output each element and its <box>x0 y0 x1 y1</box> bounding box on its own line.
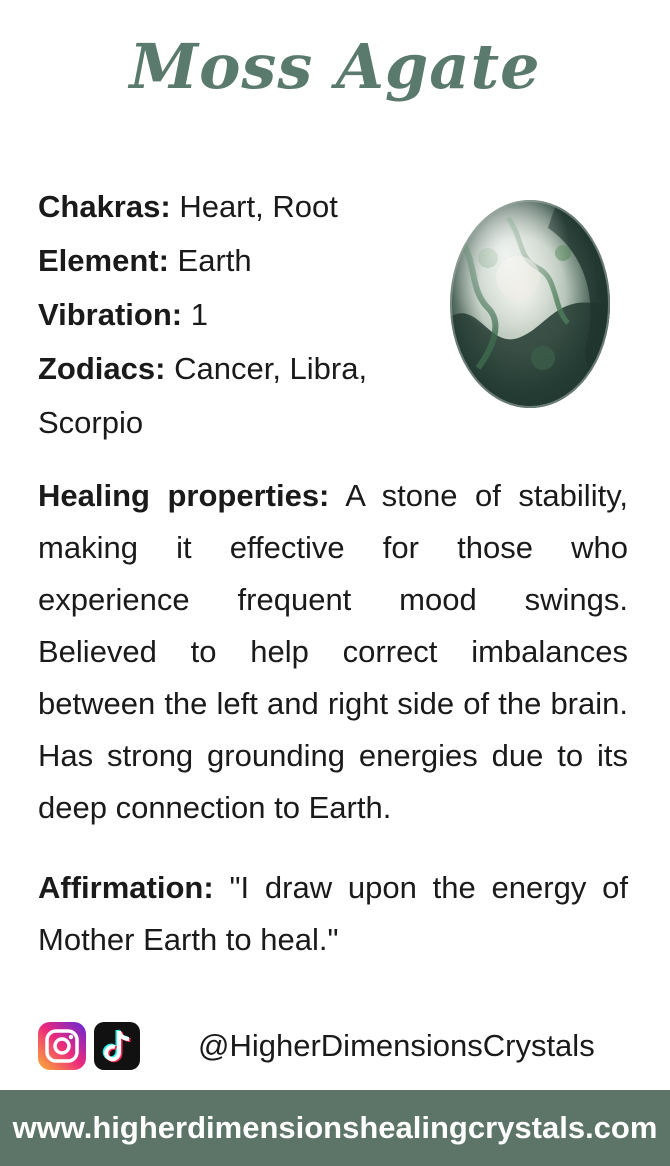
zodiacs-label: Zodiacs: <box>38 351 166 386</box>
vibration-row <box>38 288 408 342</box>
zodiacs-value: Cancer, Libra, <box>174 351 368 386</box>
vibration-label: Vibration: <box>38 297 183 332</box>
website-url-link[interactable]: www.higherdimensionshealingcrystals.com <box>12 1110 658 1145</box>
chakras-label: Chakras: <box>38 189 171 224</box>
element-row <box>38 234 408 288</box>
healing-properties-text: A stone of stability, making it effective for those who experience frequent mood swings. Believed to help correct imbalances between the left and right side of the brain. Has strong grounding energies due to its deep connection to Earth. <box>38 478 629 825</box>
zodiacs-value-cont: Scorpio <box>38 405 144 440</box>
facts-list <box>38 180 408 450</box>
zodiacs-row <box>38 342 408 396</box>
website-footer <box>0 1090 670 1166</box>
zodiacs-row-cont <box>38 396 408 450</box>
card-title: Moss Agate <box>129 30 541 103</box>
chakras-value: Heart, Root <box>179 189 338 224</box>
affirmation-paragraph <box>38 862 628 966</box>
element-value: Earth <box>177 243 252 278</box>
vibration-value: 1 <box>190 297 208 332</box>
instagram-icon[interactable] <box>38 1022 86 1070</box>
social-handle[interactable]: @HigherDimensionsCrystals <box>198 1028 595 1063</box>
tiktok-icon[interactable] <box>94 1022 140 1070</box>
affirmation-label: Affirmation: <box>38 870 214 905</box>
moss-agate-stone-image <box>448 198 612 410</box>
healing-properties-paragraph <box>38 470 628 834</box>
social-row <box>38 1022 628 1072</box>
chakras-row <box>38 180 408 234</box>
element-label: Element: <box>38 243 169 278</box>
healing-properties-label: Healing properties: <box>38 478 330 513</box>
affirmation-text: "I draw upon the energy of Mother Earth to heal." <box>38 870 628 957</box>
